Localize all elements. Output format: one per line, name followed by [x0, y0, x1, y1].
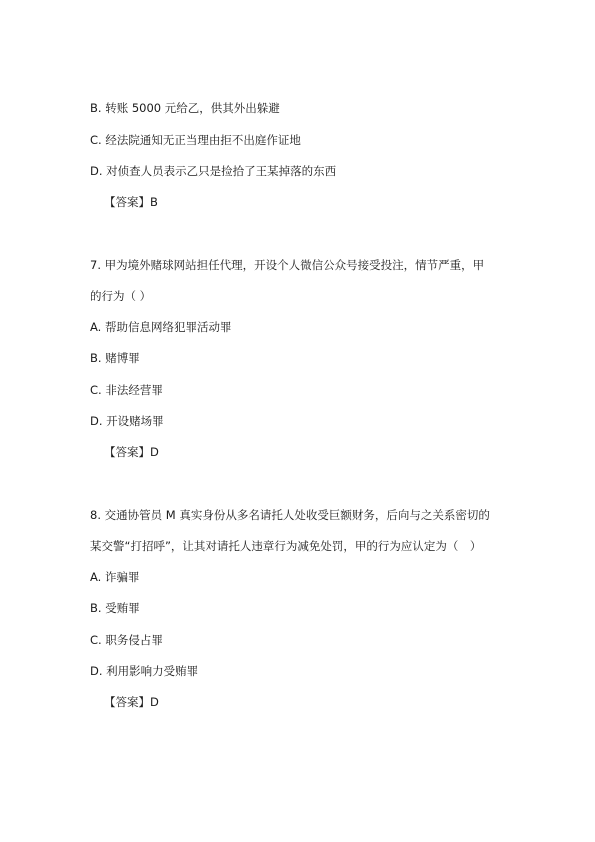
q6-option-d: D. 对侦查人员表示乙只是捡拾了王某掉落的东西	[90, 164, 337, 178]
q7-answer: 【答案】D	[104, 445, 159, 459]
q8-stem-line1: 8. 交通协管员 M 真实身份从多名请托人处收受巨额财务，后向与之关系密切的	[90, 508, 490, 522]
q6-option-b: B. 转账 5000 元给乙，供其外出躲避	[90, 101, 280, 115]
q8-option-c: C. 职务侵占罪	[90, 633, 163, 647]
q8-stem-line2: 某交警“打招呼”，让其对请托人违章行为减免处罚，甲的行为应认定为（ ）	[90, 539, 482, 553]
q6-option-c: C. 经法院通知无正当理由拒不出庭作证地	[90, 133, 301, 147]
q7-option-b: B. 赌博罪	[90, 351, 140, 365]
q7-option-a: A. 帮助信息网络犯罪活动罪	[90, 320, 232, 334]
q7-stem-line1: 7. 甲为境外赌球网站担任代理，开设个人微信公众号接受投注，情节严重，甲	[90, 258, 485, 272]
q7-option-c: C. 非法经营罪	[90, 383, 163, 397]
q7-stem-line2: 的行为（ ）	[90, 289, 152, 303]
q8-answer: 【答案】D	[104, 695, 159, 709]
q8-option-b: B. 受贿罪	[90, 601, 140, 615]
q6-answer: 【答案】B	[104, 195, 158, 209]
q8-option-d: D. 利用影响力受贿罪	[90, 664, 199, 678]
q7-option-d: D. 开设赌场罪	[90, 414, 164, 428]
q8-option-a: A. 诈骗罪	[90, 570, 140, 584]
